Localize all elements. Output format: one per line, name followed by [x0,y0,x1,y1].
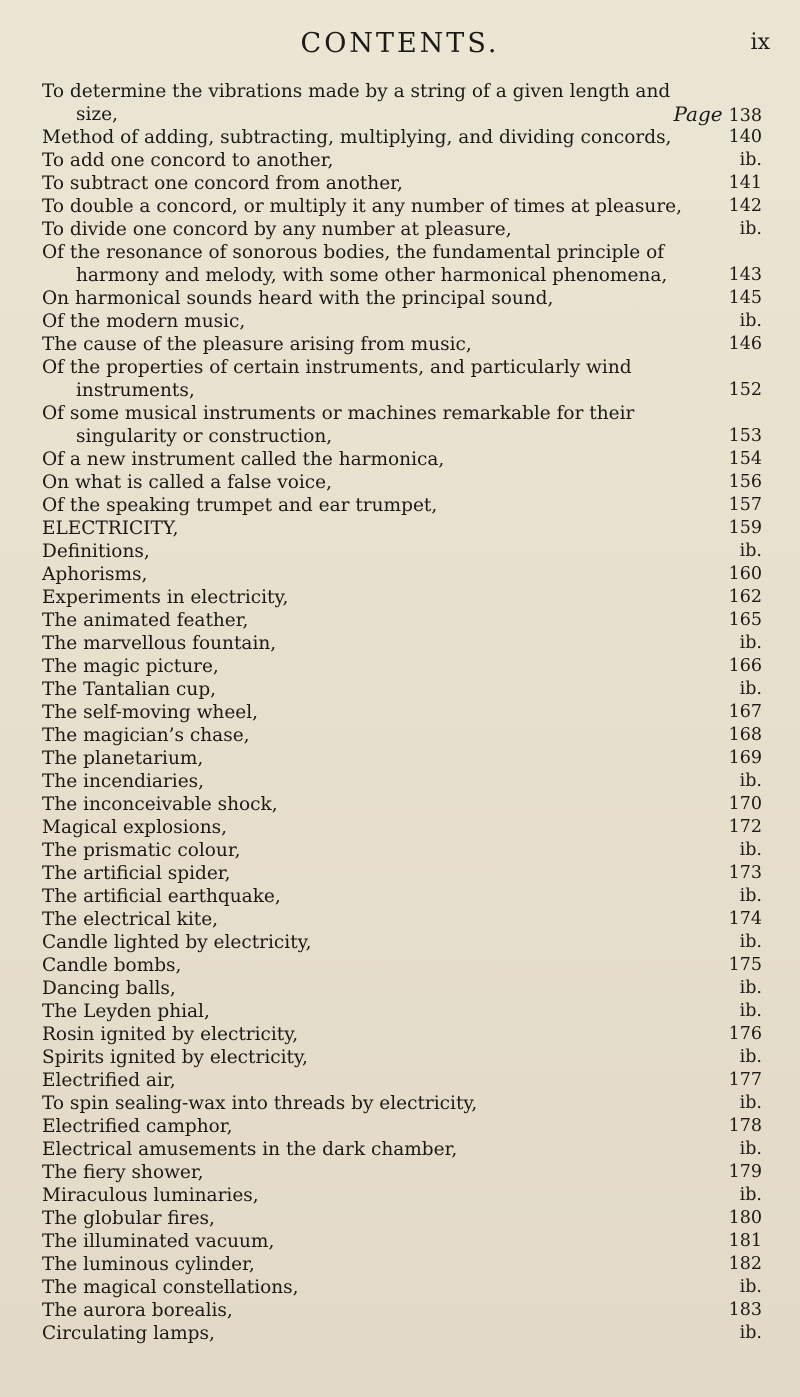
toc-entry-page [729,1069,762,1092]
toc-entry [0,80,800,103]
toc-entry-title: The prismatic colour, [42,840,241,861]
toc-entry-title: Method of adding, subtracting, multiplying, and dividing concords, [42,127,672,148]
page-reference: 138 [728,106,762,126]
toc-entry-page [729,471,762,494]
toc-entry-page [729,609,762,632]
toc-entry-title: The planetarium, [42,748,204,769]
toc-entry-title: The inconceivable shock, [42,794,278,815]
page-number: ix [750,30,770,55]
toc-entry [0,724,800,747]
page-reference: 175 [728,955,762,975]
toc-entry [0,839,800,862]
toc-entry-page [729,1253,762,1276]
toc-entry-page [729,425,762,448]
page-reference: 177 [728,1070,762,1090]
toc-entry [0,379,800,402]
page-header [0,28,800,68]
toc-entry-page [740,770,762,793]
toc-entry-page [740,149,762,172]
page-reference: 146 [728,334,762,354]
page-reference: 181 [728,1231,762,1251]
page-reference: ib. [739,150,762,170]
toc-entry-title: To determine the vibrations made by a string of a given length and [42,81,671,102]
page-reference: 145 [728,288,762,308]
toc-entry-page [729,1161,762,1184]
toc-entry-page [729,655,762,678]
page-reference: 162 [728,587,762,607]
page-reference: 183 [728,1300,762,1320]
toc-entry [0,1276,800,1299]
toc-entry-title: The self-moving wheel, [42,702,259,723]
page-reference: 167 [728,702,762,722]
toc-entry-page [740,1184,762,1207]
toc-entry-title: Electrical amusements in the dark chamber, [42,1139,458,1160]
toc-entry-page [729,954,762,977]
page-reference: ib. [739,1001,762,1021]
toc-entry [0,862,800,885]
toc-entry-title: The aurora borealis, [42,1300,233,1321]
toc-entry-title: The cause of the pleasure arising from music, [42,334,472,355]
page-reference: ib. [739,633,762,653]
toc-entry-title: instruments, [76,380,195,401]
toc-entry [0,586,800,609]
toc-entry-title: Of the resonance of sonorous bodies, the fundamental principle of [42,242,665,263]
toc-entry-page [740,977,762,1000]
toc-entry-title: Of a new instrument called the harmonica, [42,449,445,470]
toc-entry-title: Miraculous luminaries, [42,1185,259,1206]
toc-entry-page [740,1138,762,1161]
toc-entry [0,1046,800,1069]
toc-entry [0,287,800,310]
toc-entry-title: The magic picture, [42,656,219,677]
toc-entry-page [729,1023,762,1046]
page-reference: ib. [739,1047,762,1067]
toc-entry-page [740,632,762,655]
toc-entry-title: Circulating lamps, [42,1323,215,1344]
toc-entry-title: Electrified camphor, [42,1116,233,1137]
toc-entry-title: The Leyden phial, [42,1001,210,1022]
toc-entry-title: size, [76,104,118,125]
page-reference: ib. [739,978,762,998]
toc-entry-title: ELECTRICITY, [42,518,179,539]
toc-entry [0,908,800,931]
toc-entry-page [729,862,762,885]
toc-entry-title: The magical constellations, [42,1277,299,1298]
toc-entry-page [729,563,762,586]
page-reference: 143 [728,265,762,285]
page-reference: 141 [728,173,762,193]
toc-entry-page [740,1046,762,1069]
page-reference: 168 [728,725,762,745]
toc-entry-page [729,494,762,517]
toc-entry-page [740,1000,762,1023]
page-reference: ib. [739,1093,762,1113]
toc-entry-page [673,103,762,128]
toc-entry [0,816,800,839]
page-reference: 140 [728,127,762,147]
toc-entry-page [729,793,762,816]
page-reference: ib. [739,1185,762,1205]
toc-entry-title: Definitions, [42,541,150,562]
toc-entry-title: harmony and melody, with some other harmonical phenomena, [76,265,668,286]
toc-entry [0,471,800,494]
toc-entry [0,540,800,563]
page-reference: 170 [728,794,762,814]
toc-entry-page [740,678,762,701]
toc-entry-title: The animated feather, [42,610,249,631]
toc-entry [0,402,800,425]
toc-entry [0,563,800,586]
toc-entry-title: Candle bombs, [42,955,182,976]
toc-entry-title: Of the modern music, [42,311,246,332]
toc-entry-page [740,540,762,563]
toc-entry-title: singularity or construction, [76,426,333,447]
page-reference: 154 [728,449,762,469]
toc-entry-page [729,1299,762,1322]
toc-entry-page [729,172,762,195]
toc-entry-title: Rosin ignited by electricity, [42,1024,299,1045]
toc-entry-title: Aphorisms, [42,564,148,585]
toc-entry-title: The fiery shower, [42,1162,204,1183]
toc-entry [0,494,800,517]
toc-entry-page [729,126,762,149]
toc-entry [0,1184,800,1207]
page-reference: 173 [728,863,762,883]
table-of-contents [0,80,800,1345]
page-reference: ib. [739,1139,762,1159]
page-reference: ib. [739,1323,762,1343]
toc-entry-page [729,701,762,724]
toc-entry-page [729,1207,762,1230]
toc-entry-title: To add one concord to another, [42,150,334,171]
toc-entry [0,517,800,540]
page-reference: 156 [728,472,762,492]
page-reference: ib. [739,541,762,561]
toc-entry [0,793,800,816]
toc-entry-page [729,724,762,747]
toc-entry [0,195,800,218]
toc-entry-page [729,908,762,931]
page-reference: ib. [739,886,762,906]
toc-entry-title: The illuminated vacuum, [42,1231,275,1252]
page-reference: 178 [728,1116,762,1136]
toc-entry-title: To divide one concord by any number at pleasure, [42,219,512,240]
page-reference: 160 [728,564,762,584]
toc-entry [0,655,800,678]
toc-entry [0,356,800,379]
toc-entry-title: The electrical kite, [42,909,219,930]
page-reference: ib. [739,840,762,860]
toc-entry-page [740,1092,762,1115]
toc-entry-page [729,747,762,770]
page-reference: ib. [739,219,762,239]
page-reference: ib. [739,679,762,699]
toc-entry [0,218,800,241]
running-title: CONTENTS. [300,28,500,59]
toc-entry-page [740,839,762,862]
page-reference: 180 [728,1208,762,1228]
toc-entry-page [729,517,762,540]
toc-entry [0,448,800,471]
page-reference: 169 [728,748,762,768]
toc-entry [0,1161,800,1184]
toc-entry-page [729,816,762,839]
toc-entry-title: Magical explosions, [42,817,228,838]
toc-entry [0,977,800,1000]
toc-entry [0,172,800,195]
page-reference: 159 [728,518,762,538]
toc-entry [0,954,800,977]
toc-entry-title: The luminous cylinder, [42,1254,255,1275]
toc-entry [0,678,800,701]
toc-entry [0,1092,800,1115]
toc-entry [0,1023,800,1046]
toc-entry-title: Spirits ignited by electricity, [42,1047,308,1068]
toc-entry-title: Experiments in electricity, [42,587,289,608]
toc-entry-page [729,379,762,402]
toc-entry-page [729,287,762,310]
page-reference: 142 [728,196,762,216]
toc-entry-page [740,310,762,333]
toc-entry [0,885,800,908]
toc-entry-page [729,448,762,471]
toc-entry-title: The incendiaries, [42,771,205,792]
toc-entry [0,609,800,632]
page-label: Page [673,102,723,126]
page-reference: ib. [739,932,762,952]
toc-entry [0,770,800,793]
page-reference: ib. [739,771,762,791]
toc-entry-title: To spin sealing-wax into threads by electricity, [42,1093,478,1114]
toc-entry-title: On what is called a false voice, [42,472,332,493]
toc-entry [0,425,800,448]
toc-entry-page [740,885,762,908]
toc-entry-page [729,195,762,218]
toc-entry [0,103,800,126]
toc-entry-page [740,218,762,241]
toc-entry [0,1207,800,1230]
toc-entry [0,1000,800,1023]
toc-entry-title: Of the properties of certain instruments, and particularly wind [42,357,632,378]
toc-entry [0,1299,800,1322]
page-reference: 182 [728,1254,762,1274]
toc-entry-title: Electrified air, [42,1070,176,1091]
toc-entry [0,1253,800,1276]
toc-entry-title: Of some musical instruments or machines remarkable for their [42,403,635,424]
toc-entry [0,1138,800,1161]
page-reference: 165 [728,610,762,630]
page-reference: 152 [728,380,762,400]
toc-entry-title: Candle lighted by electricity, [42,932,312,953]
page-reference: 153 [728,426,762,446]
toc-entry-title: To double a concord, or multiply it any number of times at pleasure, [42,196,682,217]
toc-entry [0,1322,800,1345]
toc-entry-title: Of the speaking trumpet and ear trumpet, [42,495,438,516]
toc-entry [0,241,800,264]
toc-entry-title: The Tantalian cup, [42,679,217,700]
toc-entry-page [729,264,762,287]
toc-entry [0,333,800,356]
toc-entry-page [729,333,762,356]
toc-entry [0,310,800,333]
toc-entry-page [729,1115,762,1138]
toc-entry [0,931,800,954]
toc-entry-page [740,1276,762,1299]
page-reference: 172 [728,817,762,837]
toc-entry [0,1115,800,1138]
page-reference: 176 [728,1024,762,1044]
page-reference: ib. [739,311,762,331]
toc-entry [0,1230,800,1253]
toc-entry [0,1069,800,1092]
page-reference: 157 [728,495,762,515]
toc-entry-title: The globular fires, [42,1208,215,1229]
toc-entry-title: The magician’s chase, [42,725,250,746]
toc-entry-page [740,931,762,954]
toc-entry-title: Dancing balls, [42,978,176,999]
toc-entry-title: The marvellous fountain, [42,633,277,654]
toc-entry-title: The artificial spider, [42,863,231,884]
toc-entry-title: On harmonical sounds heard with the principal sound, [42,288,554,309]
toc-entry-title: To subtract one concord from another, [42,173,403,194]
toc-entry [0,149,800,172]
toc-entry [0,632,800,655]
toc-entry [0,264,800,287]
toc-entry-page [729,586,762,609]
page-reference: 179 [728,1162,762,1182]
toc-entry [0,747,800,770]
toc-entry [0,126,800,149]
toc-entry-page [740,1322,762,1345]
page-reference: 174 [728,909,762,929]
page-reference: ib. [739,1277,762,1297]
toc-entry [0,701,800,724]
toc-entry-title: The artificial earthquake, [42,886,281,907]
toc-entry-page [729,1230,762,1253]
page-reference: 166 [728,656,762,676]
